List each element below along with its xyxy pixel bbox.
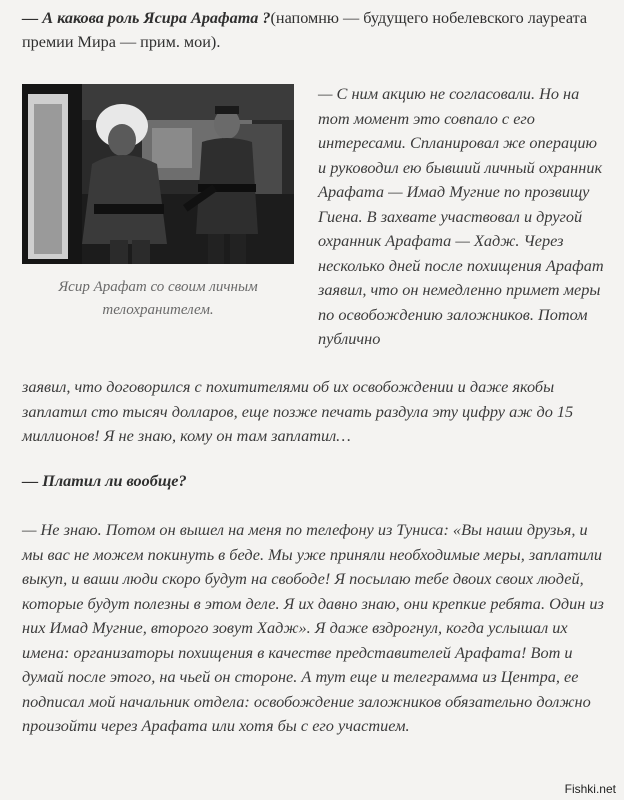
question-1	[22, 6, 607, 54]
question-1-text: — А какова роль Ясира Арафата ?	[22, 9, 271, 27]
question-2-text: — Платил ли вообще?	[22, 472, 187, 490]
photo-caption: Ясир Арафат со своим личным телохранителем.	[58, 279, 258, 318]
watermark: Fishki.net	[564, 782, 616, 796]
arafat-photo	[22, 84, 294, 264]
question-2	[22, 469, 607, 493]
answer-2-text: — Не знаю. Потом он вышел на меня по телефону из Туниса: «Вы наши друзья, и мы вас не можем покинуть в беде. Мы уже приняли необходимые меры, заплатили выкуп, и ваши люди скоро будут на свободе! Я посылаю тебе двоих своих людей, которые будут полезны в этом деле. Я их давно знаю, они крепкие ребята. Один из них Имад Мугние, второго зовут Хадж». Я даже вздрогнул, когда услышал их имена: организаторы похищения в качестве представителей Арафата! Вот и думай после этого, на чьей он стороне. А тут еще и телеграмма из Центра, ее подписал мой начальник отдела: освобождение заложников обязательно должно произойти через Арафата или хотя бы с его участием.	[22, 520, 604, 735]
photo-illustration	[22, 84, 294, 264]
answer-1-side-text: — С ним акцию не согласовали. Но на тот момент это совпало с его интересами. Спланировал же операцию и руководил ею бывший личный охранник Арафата — Имад Мугние по прозвищу Гиена. В захвате участвовал и другой охранник Арафата — Хадж. Через несколько дней после похищения Арафат заявил, что он немедленно примет меры по освобождению заложников. Потом публично	[318, 84, 604, 348]
question-1-note: (напомню — будущего нобелевского лауреата премии Мира — прим. мои).	[22, 9, 588, 51]
answer-1-continued: заявил, что договорился с похитителями об их освобождении и даже якобы заплатил сто тысяч долларов, еще позже печать раздула эту цифру аж до 15 миллионов! Я не знаю, кому он там заплатил…	[22, 377, 574, 445]
